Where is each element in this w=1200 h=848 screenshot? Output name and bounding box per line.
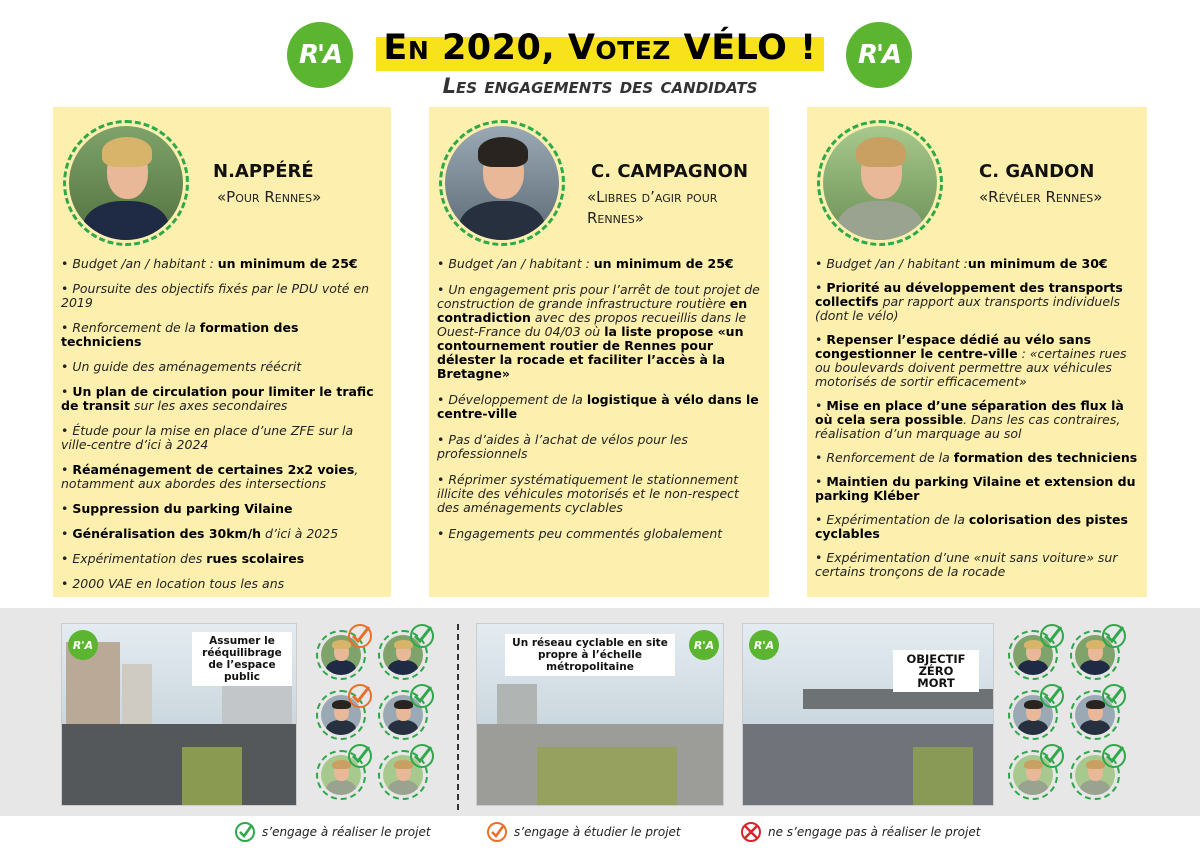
- page-title: En 2020, Votez VÉLO !: [383, 28, 817, 68]
- commitment-list: [61, 257, 383, 602]
- commitment-highlight: Repenser l’espace dédié au vélo sans congestionner le centre-ville: [815, 332, 1092, 361]
- rayons-daction-logo: [287, 22, 353, 88]
- commitment-highlight: Généralisation des 30km/h: [72, 526, 262, 541]
- commitment-highlight: un minimum de 25€: [593, 256, 734, 271]
- commitment-highlight: rues scolaires: [206, 551, 305, 566]
- commitment-text: Développement de la: [448, 392, 587, 407]
- commitment-item: • Maintien du parking Vilaine et extension du parking Kléber: [815, 474, 1136, 503]
- candidate-name: N.APPÉRÉ: [213, 161, 314, 182]
- green-check-icon: [346, 742, 374, 770]
- candidate-name: C. CAMPAGNON: [591, 161, 749, 182]
- green-check-icon: [1100, 682, 1128, 710]
- project-caption: OBJECTIF ZÉRO MORT: [893, 650, 979, 692]
- candidate-vote: [1008, 750, 1058, 800]
- commitment-text: Renforcement de la: [826, 450, 954, 465]
- legend-label: s’engage à étudier le projet: [514, 825, 681, 839]
- green-check-icon: [408, 742, 436, 770]
- commitment-text: Réprimer systématiquement le stationnement illicite des véhicules motorisés et le non-respect des aménagements cyclables: [437, 472, 739, 515]
- commitment-highlight: Réaménagement de certaines 2x2 voies: [72, 462, 355, 477]
- page-subtitle: Les engagements des candidats: [442, 74, 758, 98]
- commitment-text: Renforcement de la: [72, 320, 200, 335]
- commitment-highlight: Priorité au développement des transports collectifs: [815, 280, 1123, 309]
- commitment-highlight: formation des techniciens: [953, 450, 1138, 465]
- commitment-item: • Repenser l’espace dédié au vélo sans congestionner le centre-ville : «certaines rues ou boulevards doivent permettre aux véhicules motorisés de sortir efficacement»: [815, 332, 1127, 389]
- commitment-highlight: logistique à vélo dans le centre-ville: [437, 392, 759, 421]
- commitment-item: • Renforcement de la formation des techniciens: [61, 320, 299, 349]
- commitment-text: Poursuite des objectifs fixés par le PDU voté en 2019: [61, 281, 370, 310]
- legend-label: ne s’engage pas à réaliser le projet: [768, 825, 981, 839]
- green-check-icon: [1038, 742, 1066, 770]
- commitment-text: Expérimentation d’une «nuit sans voiture» sur certains tronçons de la rocade: [815, 550, 1118, 579]
- commitment-item: • Engagements peu commentés globalement: [437, 526, 723, 541]
- project-image-street: [61, 623, 297, 806]
- candidate-vote: [316, 750, 366, 800]
- commitment-item: • Budget /an / habitant :un minimum de 30€: [815, 256, 1108, 271]
- commitment-highlight: la liste propose «un contournement routier de Rennes pour délester la rocade et faciliter l’accès à la Bretagne»: [437, 324, 744, 381]
- candidate-panel-appere: [53, 107, 391, 597]
- commitment-item: • Réaménagement de certaines 2x2 voies, notamment aux abordes des intersections: [61, 462, 359, 491]
- candidate-photo: [439, 120, 565, 246]
- commitment-item: • Budget /an / habitant : un minimum de 25€: [437, 256, 734, 271]
- candidate-vote: [1070, 750, 1120, 800]
- candidate-vote: [1008, 690, 1058, 740]
- candidate-vote: [378, 690, 428, 740]
- candidate-vote: [316, 690, 366, 740]
- commitment-item: • Un guide des aménagements réécrit: [61, 359, 302, 374]
- candidate-slogan: «Révéler Rennes»: [979, 188, 1103, 206]
- commitment-text: . Dans les cas contraires, réalisation d’un marquage au sol: [815, 412, 1121, 441]
- candidate-photo: [63, 120, 189, 246]
- candidate-panel-gandon: [807, 107, 1147, 597]
- commitment-item: • Pas d’aides à l’achat de vélos pour les professionnels: [437, 432, 688, 461]
- commitment-text: d’ici à 2025: [261, 526, 339, 541]
- commitment-item: • Un engagement pris pour l’arrêt de tout projet de construction de grande infrastructure routière en contradiction avec des propos recueillis dans le Ouest-France du 04/03 où la liste propose «un contournement routier de Rennes pour délester la rocade et faciliter l’accès à la Bretagne»: [437, 282, 760, 381]
- legend-item-no-commit: [740, 822, 980, 842]
- candidate-vote: [378, 630, 428, 680]
- commitment-item: • Généralisation des 30km/h d’ici à 2025: [61, 526, 339, 541]
- rayons-daction-logo: [846, 22, 912, 88]
- green-check-icon: [234, 821, 256, 843]
- orange-check-icon: [346, 682, 374, 710]
- commitment-item: • 2000 VAE en location tous les ans: [61, 576, 285, 591]
- commitment-item: • Étude pour la mise en place d’une ZFE sur la ville-centre d’ici à 2024: [61, 423, 354, 452]
- green-check-icon: [408, 682, 436, 710]
- green-check-icon: [1100, 742, 1128, 770]
- commitment-text: par rapport aux transports individuels (dont le vélo): [815, 294, 1121, 323]
- commitment-item: • Expérimentation d’une «nuit sans voiture» sur certains tronçons de la rocade: [815, 550, 1118, 579]
- commitment-item: • Renforcement de la formation des techniciens: [815, 450, 1138, 465]
- orange-check-icon: [346, 622, 374, 650]
- commitment-text: Un guide des aménagements réécrit: [72, 359, 302, 374]
- commitment-item: • Réprimer systématiquement le stationnement illicite des véhicules motorisés et le non-respect des aménagements cyclables: [437, 472, 739, 515]
- commitment-text: Un engagement pris pour l’arrêt de tout projet de construction de grande infrastructure routière: [437, 282, 760, 311]
- candidate-name: C. GANDON: [979, 161, 1095, 182]
- commitment-highlight: Mise en place d’une séparation des flux là où cela sera possible: [815, 398, 1124, 427]
- project-image-zero-death: [742, 623, 994, 806]
- commitment-highlight: en contradiction: [437, 296, 748, 325]
- candidate-slogan: «Pour Rennes»: [217, 188, 322, 206]
- commitment-text: Budget /an / habitant :: [448, 256, 594, 271]
- candidate-photo: [817, 120, 943, 246]
- commitment-text: : «certaines rues ou boulevards doivent permettre aux véhicules motorisés de sortir efficacement»: [815, 346, 1127, 389]
- commitment-text: Expérimentation des: [72, 551, 207, 566]
- logo-mark: R'A: [857, 40, 901, 70]
- dashed-divider: [457, 624, 459, 810]
- candidate-vote: [316, 630, 366, 680]
- commitment-item: • Expérimentation de la colorisation des pistes cyclables: [815, 512, 1128, 541]
- commitment-highlight: Un plan de circulation pour limiter le trafic de transit: [61, 384, 374, 413]
- commitment-text: 2000 VAE en location tous les ans: [72, 576, 285, 591]
- commitment-list: [437, 257, 763, 553]
- commitment-text: Budget /an / habitant :: [72, 256, 218, 271]
- red-cross-icon: [740, 821, 762, 843]
- logo-mark-small: R'A: [749, 630, 779, 660]
- project-image-cycle-network: [476, 623, 724, 806]
- logo-mark: R'A: [298, 40, 342, 70]
- commitment-item: • Développement de la logistique à vélo dans le centre-ville: [437, 392, 759, 421]
- commitment-item: • Priorité au développement des transports collectifs par rapport aux transports individuels (dont le vélo): [815, 280, 1123, 323]
- commitment-item: • Poursuite des objectifs fixés par le PDU voté en 2019: [61, 281, 370, 310]
- green-check-icon: [1038, 622, 1066, 650]
- page-title-block: [376, 28, 824, 68]
- green-check-icon: [408, 622, 436, 650]
- commitment-text: Pas d’aides à l’achat de vélos pour les professionnels: [437, 432, 688, 461]
- commitment-text: Expérimentation de la: [826, 512, 969, 527]
- candidate-vote: [1070, 630, 1120, 680]
- candidate-vote: [1008, 630, 1058, 680]
- candidate-vote: [1070, 690, 1120, 740]
- legend-item-study: [486, 822, 681, 842]
- commitment-text: , notamment aux abordes des intersections: [61, 462, 359, 491]
- commitment-item: • Suppression du parking Vilaine: [61, 501, 293, 516]
- commitment-list: [815, 257, 1141, 589]
- logo-mark-small: R'A: [68, 630, 98, 660]
- legend-item-commit: [234, 822, 431, 842]
- orange-check-icon: [486, 821, 508, 843]
- project-caption: Assumer le rééquilibrage de l’espace public: [192, 632, 292, 686]
- commitment-highlight: Maintien du parking Vilaine et extension du parking Kléber: [815, 474, 1136, 503]
- project-caption: Un réseau cyclable en site propre à l’échelle métropolitaine: [505, 634, 675, 676]
- commitment-text: Engagements peu commentés globalement: [448, 526, 723, 541]
- commitment-item: • Expérimentation des rues scolaires: [61, 551, 305, 566]
- commitment-highlight: un minimum de 25€: [217, 256, 358, 271]
- commitment-highlight: formation des techniciens: [61, 320, 299, 349]
- green-check-icon: [1038, 682, 1066, 710]
- commitment-item: • Budget /an / habitant : un minimum de 25€: [61, 256, 358, 271]
- legend-label: s’engage à réaliser le projet: [262, 825, 431, 839]
- commitment-highlight: un minimum de 30€: [967, 256, 1108, 271]
- commitment-item: • Un plan de circulation pour limiter le trafic de transit sur les axes secondaires: [61, 384, 374, 413]
- commitment-text: Étude pour la mise en place d’une ZFE sur la ville-centre d’ici à 2024: [61, 423, 354, 452]
- candidate-vote: [378, 750, 428, 800]
- candidate-panel-campagnon: [429, 107, 769, 597]
- commitment-text: sur les axes secondaires: [129, 398, 288, 413]
- commitment-text: Budget /an / habitant :: [826, 256, 968, 271]
- commitment-text: avec des propos recueillis dans le Ouest-France du 04/03 où: [437, 310, 747, 339]
- logo-mark-small: R'A: [689, 630, 719, 660]
- candidate-slogan: «Libres d’agir pour Rennes»: [587, 188, 718, 227]
- commitment-item: • Mise en place d’une séparation des flux là où cela sera possible. Dans les cas contraires, réalisation d’un marquage au sol: [815, 398, 1124, 441]
- commitment-highlight: Suppression du parking Vilaine: [72, 501, 293, 516]
- green-check-icon: [1100, 622, 1128, 650]
- commitment-highlight: colorisation des pistes cyclables: [815, 512, 1128, 541]
